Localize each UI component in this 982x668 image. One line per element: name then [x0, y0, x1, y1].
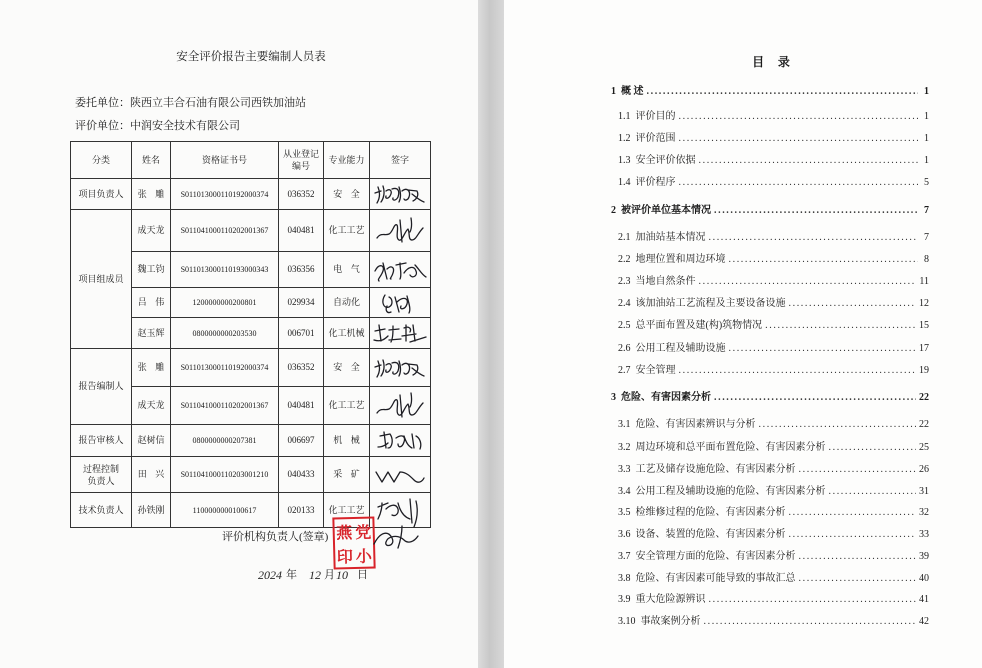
specialty-cell: 电 气 — [324, 252, 370, 288]
toc-page-number: 33 — [919, 529, 929, 540]
header-name: 姓名 — [132, 142, 171, 179]
staff-table — [70, 141, 431, 528]
toc-entry-title: 危险、有害因素辨识与分析 — [635, 419, 756, 430]
category-cell: 报告审核人 — [71, 425, 132, 457]
toc-number: 3.7 — [618, 551, 631, 562]
toc-entry-title: 危险、有害因素可能导致的事故汇总 — [635, 573, 796, 584]
toc-page-number: 22 — [919, 392, 929, 403]
signature — [375, 290, 425, 316]
toc-entry — [618, 110, 929, 124]
page-gutter — [478, 0, 504, 668]
toc-entry-title: 事故案例分析 — [640, 616, 701, 627]
toc-entry — [618, 528, 929, 542]
cert-number-cell: S011013000110193000343 — [171, 252, 279, 288]
cert-number-cell: 0800000000203530 — [171, 318, 279, 349]
toc-entry — [611, 85, 929, 99]
signature-cell — [370, 387, 431, 425]
registration-number-cell: 040481 — [279, 210, 324, 252]
table-row — [71, 179, 431, 210]
document-title: 安全评价报告主要编制人员表 — [176, 51, 326, 63]
toc-leader — [679, 176, 919, 190]
toc-leader — [799, 572, 917, 586]
header-registration — [279, 142, 324, 179]
toc-page-number: 19 — [919, 365, 929, 376]
toc-number: 2.1 — [618, 232, 631, 243]
name-cell: 魏工钧 — [132, 252, 171, 288]
toc-entry-title: 评价目的 — [635, 111, 676, 122]
name-cell: 张 雕 — [132, 349, 171, 387]
toc-entry-title: 安全管理方面的危险、有害因素分析 — [635, 551, 796, 562]
cert-number-cell: S011041000110202001367 — [171, 210, 279, 252]
seal-char: 小 — [355, 546, 373, 566]
toc-number: 1.1 — [618, 111, 631, 122]
toc-leader — [714, 391, 916, 405]
toc-number: 2.7 — [618, 365, 631, 376]
toc-number: 3.9 — [618, 594, 631, 605]
registration-number-cell: 040481 — [279, 387, 324, 425]
signature — [371, 180, 429, 208]
toc-entry-title: 概 述 — [621, 86, 644, 97]
toc-entry — [618, 418, 929, 432]
toc-entry — [618, 319, 929, 333]
cert-number-cell: 1100000000100617 — [171, 493, 279, 528]
right-page — [504, 0, 982, 668]
toc-number: 3.2 — [618, 442, 631, 453]
signature — [372, 462, 428, 488]
toc-leader — [679, 364, 917, 378]
date-year: 2024 — [258, 568, 282, 582]
category-cell: 技术负责人 — [71, 493, 132, 528]
toc-entry-title: 危险、有害因素分析 — [621, 392, 711, 403]
toc-leader — [799, 550, 917, 564]
toc-entry-title: 设备、装置的危险、有害因素分析 — [635, 529, 786, 540]
toc-leader — [714, 204, 918, 218]
evaluator-line — [75, 119, 240, 133]
toc-entry — [618, 342, 929, 356]
toc-leader — [679, 132, 919, 146]
toc-entry — [618, 441, 929, 455]
specialty-cell: 化工工艺 — [324, 210, 370, 252]
toc-number: 3.6 — [618, 529, 631, 540]
toc-page-number: 8 — [924, 254, 929, 265]
toc-page-number: 40 — [919, 573, 929, 584]
specialty-cell: 化工工艺 — [324, 387, 370, 425]
toc-entry — [618, 463, 929, 477]
toc-entry-title: 被评价单位基本情况 — [621, 205, 711, 216]
evaluator-name: 中润安全技术有限公司 — [130, 120, 240, 132]
signature-cell — [370, 457, 431, 493]
toc-entry — [618, 364, 929, 378]
registration-number-cell: 006697 — [279, 425, 324, 457]
toc-page-number: 7 — [924, 232, 929, 243]
toc-entry-title: 检维修过程的危险、有害因素分析 — [635, 507, 786, 518]
left-page — [0, 0, 478, 668]
toc-entry — [618, 275, 929, 289]
toc-number: 2.4 — [618, 298, 631, 309]
name-cell: 成天龙 — [132, 210, 171, 252]
toc-leader — [789, 297, 917, 311]
header-certificate: 资格证书号 — [171, 142, 279, 179]
date-month: 12 — [309, 568, 321, 582]
toc-entry-title: 公用工程及辅助设施 — [635, 343, 726, 354]
toc-number: 3 — [611, 392, 616, 403]
toc-number: 3.3 — [618, 464, 631, 475]
toc-number: 3.4 — [618, 486, 631, 497]
toc-leader — [829, 441, 917, 455]
category-cell — [71, 457, 132, 493]
toc-title: 目 录 — [752, 55, 790, 69]
toc-entry — [618, 615, 929, 629]
toc-page-number: 42 — [919, 616, 929, 627]
toc-entry — [618, 593, 929, 607]
toc-number: 3.1 — [618, 419, 631, 430]
signature-cell — [370, 349, 431, 387]
toc-page-number: 41 — [919, 594, 929, 605]
toc-entry — [618, 176, 929, 190]
toc-entry-title: 评价程序 — [635, 177, 676, 188]
toc-leader — [647, 85, 919, 99]
toc-leader — [789, 528, 917, 542]
toc-number: 2.3 — [618, 276, 631, 287]
toc-entry-title: 评价范围 — [635, 133, 676, 144]
client-line — [75, 96, 306, 110]
signature — [371, 390, 429, 422]
toc-leader — [709, 593, 917, 607]
specialty-cell: 自动化 — [324, 288, 370, 318]
toc-entry — [618, 297, 929, 311]
toc-page-number: 1 — [924, 111, 929, 122]
toc-leader — [729, 253, 919, 267]
toc-leader — [759, 418, 917, 432]
specialty-cell: 采 矿 — [324, 457, 370, 493]
category-cell: 项目组成员 — [71, 210, 132, 349]
toc-leader — [789, 506, 917, 520]
signature — [371, 354, 429, 382]
specialty-cell: 化工工艺 — [324, 493, 370, 528]
table-header-row — [71, 142, 431, 179]
table-row — [71, 425, 431, 457]
registration-number-cell: 020133 — [279, 493, 324, 528]
toc-entry — [618, 231, 929, 245]
toc-entry-title: 重大危险源辨识 — [635, 594, 706, 605]
toc-entry-title: 工艺及储存设施危险、有害因素分析 — [635, 464, 796, 475]
toc-page-number: 15 — [919, 320, 929, 331]
signature — [372, 520, 430, 554]
toc-page-number: 12 — [919, 298, 929, 309]
toc-page-number: 31 — [919, 486, 929, 497]
table-row — [71, 210, 431, 252]
toc-number: 3.10 — [618, 616, 636, 627]
table-row — [71, 349, 431, 387]
name-cell: 赵玉辉 — [132, 318, 171, 349]
toc-page-number: 5 — [924, 177, 929, 188]
category-cell: 报告编制人 — [71, 349, 132, 425]
client-name: 陕西立丰合石油有限公司西铁加油站 — [130, 97, 306, 109]
header-category: 分类 — [71, 142, 132, 179]
toc-number: 2.6 — [618, 343, 631, 354]
registration-number-cell: 036356 — [279, 252, 324, 288]
cert-number-cell: S011013000110192000374 — [171, 349, 279, 387]
toc-entry — [618, 572, 929, 586]
client-label: 委托单位： — [75, 97, 130, 109]
signature — [371, 319, 431, 347]
table-row — [71, 457, 431, 493]
toc-page-number: 32 — [919, 507, 929, 518]
registration-number-cell: 036352 — [279, 349, 324, 387]
name-cell: 成天龙 — [132, 387, 171, 425]
toc-number: 2.2 — [618, 254, 631, 265]
toc-page-number: 39 — [919, 551, 929, 562]
cert-number-cell: 1200000000200801 — [171, 288, 279, 318]
signature-cell — [370, 288, 431, 318]
seal-char: 燕 — [335, 522, 353, 542]
name-cell: 赵树信 — [132, 425, 171, 457]
specialty-cell: 化工机械 — [324, 318, 370, 349]
toc-leader — [704, 615, 917, 629]
toc-page-number: 17 — [919, 343, 929, 354]
date-month-unit: 月 — [324, 569, 335, 581]
toc-number: 1.4 — [618, 177, 631, 188]
toc-leader — [699, 275, 917, 289]
header-registration-text: 从业登记编号 — [282, 149, 319, 171]
toc-entry-title: 安全评价依据 — [635, 155, 696, 166]
specialty-cell: 安 全 — [324, 179, 370, 210]
registration-number-cell: 029934 — [279, 288, 324, 318]
toc-entry — [618, 506, 929, 520]
date-day: 10 — [336, 568, 348, 582]
seal-char: 党 — [354, 522, 372, 542]
cert-number-cell: S011041000110202001367 — [171, 387, 279, 425]
toc-entry-title: 该加油站工艺流程及主要设备设施 — [635, 298, 786, 309]
name-cell: 孙铁刚 — [132, 493, 171, 528]
specialty-cell: 安 全 — [324, 349, 370, 387]
seal — [332, 516, 375, 569]
toc-leader — [699, 154, 919, 168]
cert-number-cell: S011041000110203001210 — [171, 457, 279, 493]
toc-page-number: 22 — [919, 419, 929, 430]
category-cell: 项目负责人 — [71, 179, 132, 210]
toc-page-number: 1 — [924, 86, 929, 97]
evaluator-label: 评价单位： — [75, 120, 130, 132]
toc-page-number: 1 — [924, 155, 929, 166]
toc-entry — [618, 132, 929, 146]
toc-page-number: 25 — [919, 442, 929, 453]
toc-number: 3.5 — [618, 507, 631, 518]
signature — [371, 255, 429, 285]
toc-entry — [611, 391, 929, 405]
toc-entry — [618, 154, 929, 168]
toc-number: 2.5 — [618, 320, 631, 331]
cert-number-cell: 0800000000207381 — [171, 425, 279, 457]
specialty-cell: 机 械 — [324, 425, 370, 457]
cert-number-cell: S011013000110192000374 — [171, 179, 279, 210]
category-text: 过程控制负责人 — [82, 463, 119, 486]
signature-cell — [370, 252, 431, 288]
date-year-unit: 年 — [286, 569, 297, 581]
signature — [371, 214, 429, 248]
toc-number: 1.3 — [618, 155, 631, 166]
name-cell: 吕 伟 — [132, 288, 171, 318]
signature-cell — [370, 318, 431, 349]
toc-entry — [618, 485, 929, 499]
toc-leader — [829, 485, 917, 499]
name-cell: 张 雕 — [132, 179, 171, 210]
toc-leader — [679, 110, 919, 124]
toc-entry-title: 安全管理 — [635, 365, 676, 376]
signature — [374, 427, 426, 455]
toc-number: 1 — [611, 86, 616, 97]
toc-leader — [765, 319, 916, 333]
toc-entry — [618, 550, 929, 564]
name-cell: 田 兴 — [132, 457, 171, 493]
seal-char: 印 — [336, 546, 354, 566]
toc-page-number: 11 — [919, 276, 929, 287]
toc-number: 1.2 — [618, 133, 631, 144]
toc-entry-title: 周边环境和总平面布置危险、有害因素分析 — [635, 442, 826, 453]
toc-entry-title: 总平面布置及建(构)筑物情况 — [635, 320, 763, 331]
toc-entry — [618, 253, 929, 267]
toc-entry — [611, 204, 929, 218]
toc-page-number: 7 — [924, 205, 929, 216]
toc-entry-title: 公用工程及辅助设施的危险、有害因素分析 — [635, 486, 826, 497]
header-specialty: 专业能力 — [324, 142, 370, 179]
registration-number-cell: 006701 — [279, 318, 324, 349]
toc-entry-title: 加油站基本情况 — [635, 232, 706, 243]
toc-page-number: 1 — [924, 133, 929, 144]
signature-cell — [370, 210, 431, 252]
signature-cell — [370, 179, 431, 210]
registration-number-cell: 036352 — [279, 179, 324, 210]
registration-number-cell: 040433 — [279, 457, 324, 493]
toc-leader — [729, 342, 917, 356]
toc-leader — [799, 463, 917, 477]
toc-number: 2 — [611, 205, 616, 216]
date-day-unit: 日 — [357, 569, 368, 581]
header-signature: 签字 — [370, 142, 431, 179]
toc-entry-title: 当地自然条件 — [635, 276, 696, 287]
signature-cell — [370, 425, 431, 457]
signer-label: 评价机构负责人(签章) — [222, 531, 329, 543]
toc-number: 3.8 — [618, 573, 631, 584]
toc-entry-title: 地理位置和周边环境 — [635, 254, 726, 265]
toc-page-number: 26 — [919, 464, 929, 475]
toc-leader — [709, 231, 919, 245]
